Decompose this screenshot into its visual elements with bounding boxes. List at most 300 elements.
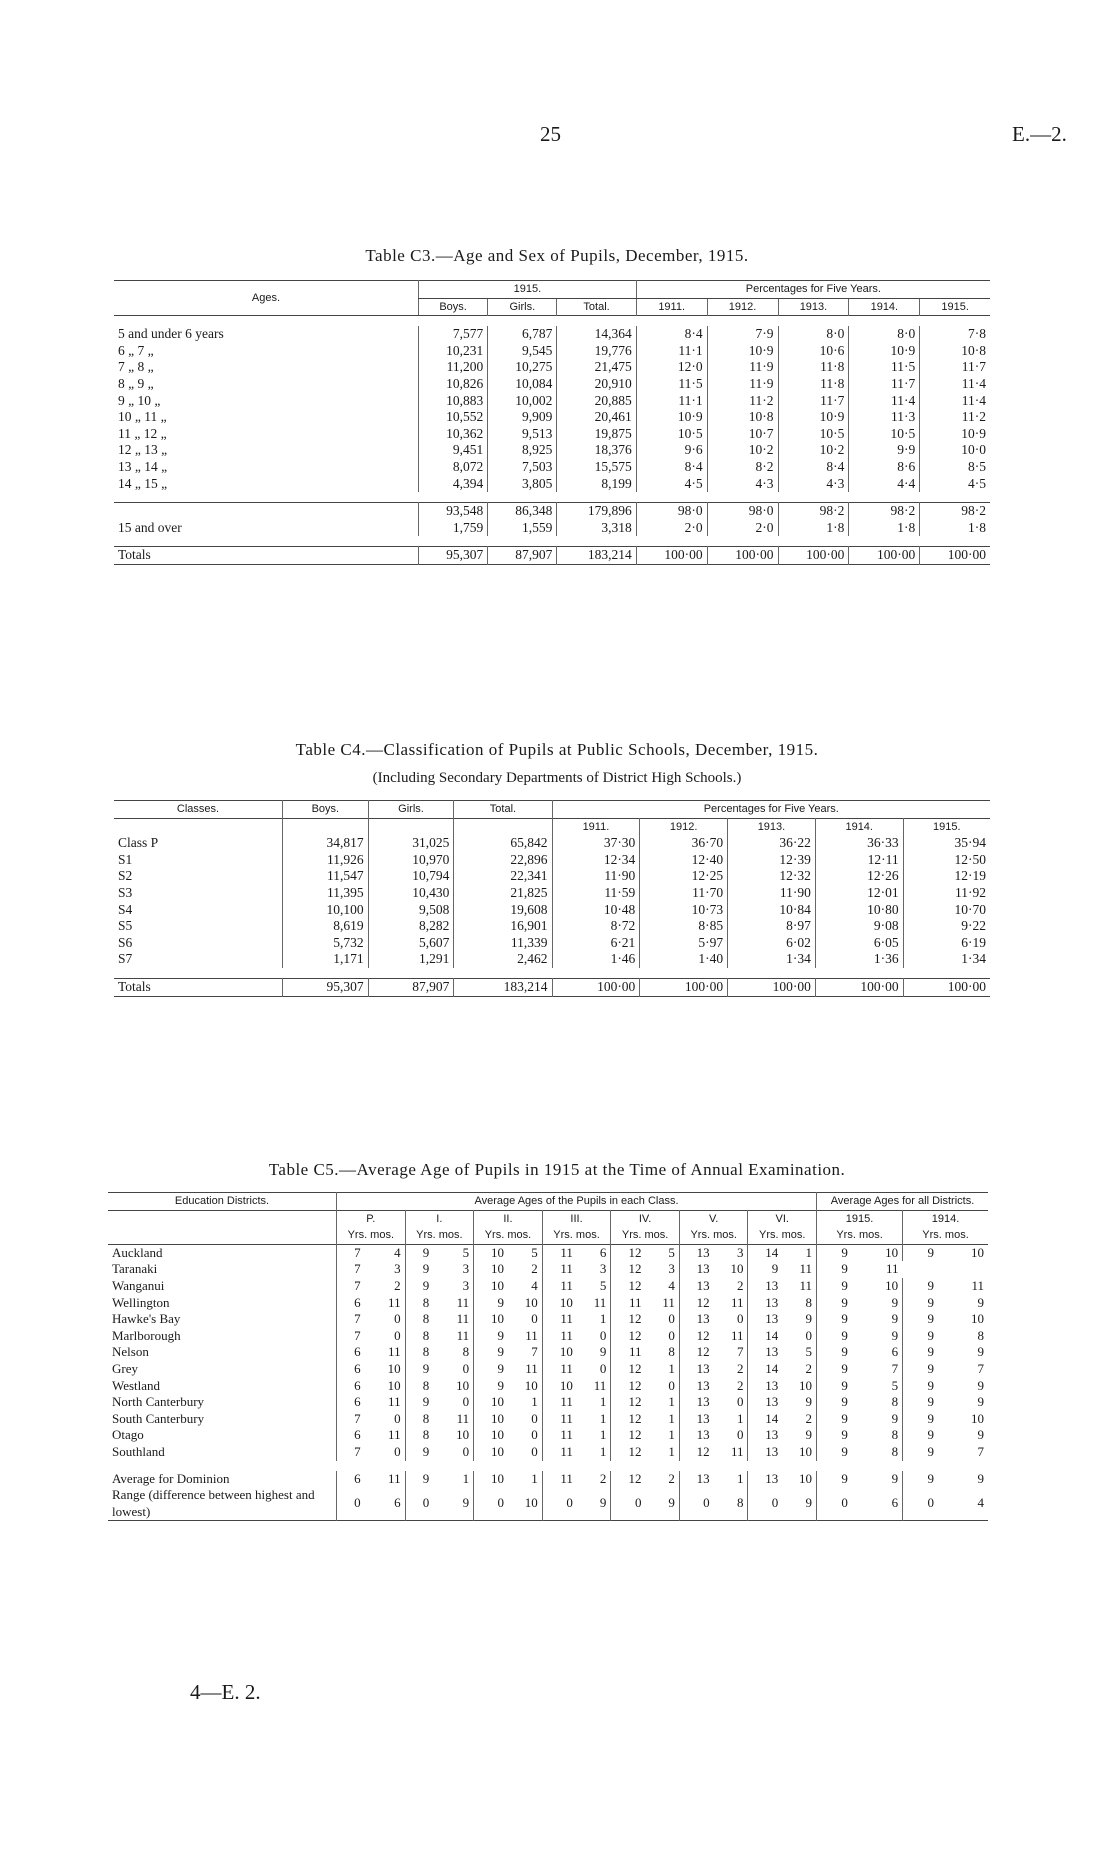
c5-row-cell: 9 (817, 1344, 852, 1361)
c5-header-yrs-mos: Yrs. mos. (748, 1227, 817, 1244)
c3-row-cell: 11·1 (636, 343, 707, 360)
c3-row-cell: 11·4 (849, 393, 920, 410)
c5-average-row-cell: 1 (462, 1470, 470, 1486)
c5-row-cell: 11 (456, 1294, 470, 1310)
c5-row-cell: 11 (593, 1377, 607, 1393)
c5-row-cell: 4 (394, 1244, 401, 1260)
c3-row-cell: 11·9 (707, 376, 778, 393)
c4-row-cell: 10,430 (368, 885, 454, 902)
c5-row-cell: 0 (394, 1443, 401, 1459)
c5-row-cell: 6 (337, 1427, 365, 1444)
c3-row-cell: 10·9 (778, 409, 849, 426)
c5-header-yrs-mos: Yrs. mos. (337, 1227, 406, 1244)
c3-header-year-1: 1911. (636, 298, 707, 316)
c5-row-cell: 11 (456, 1311, 470, 1327)
c3-row-cell: 4·5 (636, 476, 707, 493)
c5-row-cell: Wanganui (112, 1277, 165, 1293)
c5-average-row-cell: 13 (679, 1471, 713, 1488)
c5-row-cell: 9 (817, 1295, 852, 1312)
c3-totals-row-cell: Totals (118, 547, 151, 563)
c5-row-cell: 11 (662, 1294, 675, 1310)
c4-header-year-2: 1912. (640, 818, 728, 835)
c4-row-cell: 8·72 (552, 918, 640, 935)
c3-header-ages: Ages. (114, 281, 419, 316)
c3-row-cell: 8 „ 9 „ (118, 375, 154, 391)
c5-row-cell: 9 (805, 1427, 813, 1443)
c4-row-cell: 36·33 (815, 835, 903, 852)
c5-row-cell: 1 (599, 1443, 607, 1459)
c5-row-cell: 10 (524, 1294, 538, 1310)
c4-row-cell: 12·19 (903, 868, 990, 885)
c3-totals-row (114, 547, 990, 565)
c5-row-cell: 11 (525, 1327, 538, 1343)
c5-row-cell: 12 (611, 1311, 646, 1328)
c5-average-row-cell: 1 (736, 1470, 744, 1486)
c5-row-cell: 9 (474, 1378, 508, 1395)
c5-row-cell: 8 (405, 1311, 433, 1328)
c3-totals-row-cell: 100·00 (920, 547, 990, 565)
c5-row (108, 1361, 988, 1378)
c4-row-cell: 12·39 (728, 852, 816, 869)
c5-row-cell: 9 (903, 1394, 938, 1411)
c5-row-cell: 1 (531, 1394, 538, 1410)
c3-row (114, 442, 990, 459)
c5-row-cell: 12 (679, 1444, 713, 1461)
c3-header-year: 1915. (419, 281, 637, 299)
c5-row-cell: 1 (668, 1410, 675, 1426)
c4-row-cell: 5,607 (368, 935, 454, 952)
c5-row-cell: 1 (668, 1394, 675, 1410)
c4-row-cell: 8,619 (283, 918, 369, 935)
c5-row-cell: 9 (891, 1410, 899, 1426)
c5-row-cell: 2 (736, 1360, 744, 1376)
c5-row-cell: 12 (679, 1295, 713, 1312)
c4-row-cell: 11·59 (552, 885, 640, 902)
c4-row-cell: 19,608 (454, 902, 552, 919)
c5-row-cell: 8 (805, 1294, 813, 1310)
c3-row (114, 326, 990, 343)
c5-row-cell: Marlborough (112, 1327, 181, 1343)
c5-row-cell: 11 (542, 1328, 577, 1345)
c4-row-cell: 6·02 (728, 935, 816, 952)
c5-row-cell: 3 (462, 1261, 470, 1277)
table-c4-subtitle: (Including Secondary Departments of District High Schools.) (372, 770, 742, 786)
c5-row-cell: 6 (337, 1394, 365, 1411)
c5-row-cell: 5 (599, 1277, 607, 1293)
c3-row-cell: 7,577 (419, 326, 488, 343)
c3-row-cell: 11·7 (849, 376, 920, 393)
c4-row-cell: Class P (118, 835, 159, 851)
c5-row-cell: 11 (730, 1294, 744, 1310)
c4-row-cell: 12·26 (815, 868, 903, 885)
c5-row-cell: 9 (903, 1344, 938, 1361)
c5-row-cell: 9 (817, 1278, 852, 1295)
c4-row-cell: 11,339 (454, 935, 552, 952)
c5-row-cell: 8 (405, 1295, 433, 1312)
c5-row-cell: 13 (679, 1378, 713, 1395)
c3-row-cell: 9·6 (636, 442, 707, 459)
c3-row-cell: 8,072 (419, 459, 488, 476)
c4-row-cell: 1·40 (640, 951, 728, 968)
c5-row-cell: 13 (679, 1394, 713, 1411)
c5-row-cell: 1 (668, 1360, 675, 1376)
c3-row-cell: 10·8 (707, 409, 778, 426)
c5-average-row-cell: 10 (799, 1470, 813, 1486)
c5-range-row-cell: 10 (524, 1495, 538, 1511)
c3-header-percentages: Percentages for Five Years. (636, 281, 990, 299)
c4-header-year-3: 1913. (728, 818, 816, 835)
c5-row-cell: 9 (405, 1361, 433, 1378)
c3-row-cell: 11·8 (778, 359, 849, 376)
table-c4 (114, 800, 990, 997)
table-c3-title: Table C3.—Age and Sex of Pupils, December, 1915. (365, 246, 749, 265)
c4-row-cell: 12·11 (815, 852, 903, 869)
c5-row-cell: 12 (611, 1244, 646, 1261)
c4-row-cell: 1·34 (903, 951, 990, 968)
c4-row-cell: 8·97 (728, 918, 816, 935)
c5-row-cell: 0 (736, 1427, 744, 1443)
c4-row-cell: 9·08 (815, 918, 903, 935)
c5-row-cell: 7 (736, 1344, 744, 1360)
c3-row-cell: 11·4 (920, 393, 990, 410)
c3-row-cell: 11,200 (419, 359, 488, 376)
c3-row-cell: 19,875 (557, 426, 636, 443)
c5-row-cell: 11 (542, 1244, 577, 1261)
c5-row-cell: 10 (542, 1378, 577, 1395)
c4-row-cell: S4 (118, 901, 133, 917)
c5-row-cell: North Canterbury (112, 1394, 205, 1410)
c4-row-cell: S7 (118, 951, 133, 967)
c5-range-row-cell: 9 (462, 1495, 470, 1511)
c5-row-cell: 11 (730, 1327, 744, 1343)
c3-header-year-2: 1912. (707, 298, 778, 316)
c5-row-cell: 12 (611, 1261, 646, 1278)
c3-totals-row-cell: 100·00 (707, 547, 778, 565)
c5-header-class-6: V. (679, 1210, 748, 1227)
c4-row-cell: 11,395 (283, 885, 369, 902)
c5-row-cell: 11 (799, 1277, 813, 1293)
c5-row-cell: 2 (736, 1277, 744, 1293)
c5-row-cell: 9 (817, 1394, 852, 1411)
c5-row (108, 1295, 988, 1312)
c3-row-cell: 4,394 (419, 476, 488, 493)
c3-totals-row-cell: 87,907 (488, 547, 557, 565)
c5-row (108, 1411, 988, 1428)
c3-row-cell: 9,909 (488, 409, 557, 426)
c5-row-cell: 13 (748, 1444, 782, 1461)
c5-range-row-cell: 0 (817, 1487, 852, 1521)
c5-row-cell: 9 (817, 1361, 852, 1378)
c3-over-row-cell: 1,759 (419, 520, 488, 537)
c4-totals-row-cell: 87,907 (368, 978, 454, 996)
c5-row-cell: 0 (736, 1394, 744, 1410)
c5-row-cell: 9 (817, 1444, 852, 1461)
c5-header-yrs-mos: Yrs. mos. (903, 1227, 988, 1244)
c5-row-cell: 11 (542, 1394, 577, 1411)
c5-row-cell: 14 (748, 1411, 782, 1428)
c4-totals-row-cell: 183,214 (454, 978, 552, 996)
c3-row-cell: 12·0 (636, 359, 707, 376)
c5-row-cell: 5 (668, 1244, 675, 1260)
c3-row-cell: 10,552 (419, 409, 488, 426)
c5-row-cell: 2 (736, 1377, 744, 1393)
c3-row-cell: 15,575 (557, 459, 636, 476)
c5-row-cell: 0 (531, 1410, 538, 1426)
c5-row-cell: 8 (462, 1344, 470, 1360)
c5-row-cell: 1 (805, 1244, 813, 1260)
c5-row-cell: 9 (977, 1344, 984, 1360)
c5-row-cell: 11 (456, 1327, 470, 1343)
c4-row-cell: 12·25 (640, 868, 728, 885)
c5-row-cell: 0 (462, 1360, 470, 1376)
c5-row-cell: 9 (817, 1328, 852, 1345)
c4-totals-row-cell: 100·00 (552, 978, 640, 996)
c4-row (114, 902, 990, 919)
c5-row-cell: 11 (525, 1360, 538, 1376)
table-c5 (108, 1192, 988, 1521)
c3-subtotal-row-cell: 86,348 (488, 503, 557, 520)
c5-header-yrs-mos: Yrs. mos. (474, 1227, 543, 1244)
c3-subtotal-row-cell (114, 503, 419, 520)
c5-average-row-cell: 12 (611, 1471, 646, 1488)
c3-row-cell: 14 „ 15 „ (118, 475, 168, 491)
c4-totals-row-cell: 100·00 (640, 978, 728, 996)
c4-totals-row (114, 978, 990, 996)
c5-range-row-cell: Range (difference between highest and lowest) (112, 1487, 315, 1519)
c5-row-cell: 7 (891, 1360, 899, 1376)
c4-row-cell: 10·70 (903, 902, 990, 919)
c5-row-cell: 0 (531, 1427, 538, 1443)
c5-row-cell: 7 (977, 1443, 984, 1459)
c3-row-cell: 11·7 (778, 393, 849, 410)
c4-row-cell: 1,171 (283, 951, 369, 968)
c5-row (108, 1244, 988, 1261)
c5-row-cell: 13 (748, 1427, 782, 1444)
c3-header-year-3: 1913. (778, 298, 849, 316)
c5-row-cell: 12 (679, 1344, 713, 1361)
c4-row-cell: 11·70 (640, 885, 728, 902)
c5-range-row-cell: 9 (668, 1495, 675, 1511)
c5-row-cell: 10 (456, 1427, 470, 1443)
c5-row-cell: 11 (542, 1411, 577, 1428)
c5-row-cell: 8 (891, 1443, 899, 1459)
c5-row-cell: 1 (599, 1311, 607, 1327)
c4-row-cell: 10,794 (368, 868, 454, 885)
c3-totals-row-cell: 100·00 (849, 547, 920, 565)
c3-totals-row-cell: 100·00 (636, 547, 707, 565)
c4-header-year-1: 1911. (552, 818, 640, 835)
c5-row-cell: 9 (817, 1244, 852, 1261)
c5-row (108, 1344, 988, 1361)
c3-subtotal-row-cell: 93,548 (419, 503, 488, 520)
c4-row-cell: 5·97 (640, 935, 728, 952)
c4-row (114, 935, 990, 952)
c5-row-cell: 2 (805, 1410, 813, 1426)
c5-average-row (108, 1471, 988, 1488)
c4-row-cell: 36·22 (728, 835, 816, 852)
c4-row (114, 835, 990, 852)
c5-row-cell: 8 (405, 1328, 433, 1345)
c5-row-cell: 13 (748, 1378, 782, 1395)
c5-header-class-4: III. (542, 1210, 611, 1227)
c5-average-row-cell: 11 (388, 1470, 401, 1486)
c5-range-row-cell: 0 (611, 1487, 646, 1521)
c5-row-cell: Taranaki (112, 1261, 158, 1277)
c5-row-cell: 11 (542, 1444, 577, 1461)
c5-average-row-cell: 9 (903, 1471, 938, 1488)
c5-row-cell: 10 (474, 1311, 508, 1328)
c4-row-cell: 1,291 (368, 951, 454, 968)
table-c3 (114, 280, 990, 565)
c5-average-row-cell: 13 (748, 1471, 782, 1488)
c4-row-cell: 2,462 (454, 951, 552, 968)
c3-subtotal-row-cell: 98·0 (707, 503, 778, 520)
c3-subtotal-row (114, 503, 990, 520)
c3-row-cell: 10·5 (636, 426, 707, 443)
c4-row-cell: 35·94 (903, 835, 990, 852)
c4-totals-row-cell: 100·00 (728, 978, 816, 996)
c5-row-cell: 10 (885, 1277, 899, 1293)
c5-row-cell: 8 (891, 1427, 899, 1443)
c5-average-row-cell: 6 (337, 1471, 365, 1488)
c3-row-cell: 4·3 (707, 476, 778, 493)
c5-row-cell: 7 (337, 1261, 365, 1278)
c3-row (114, 409, 990, 426)
c5-row-cell: 11 (886, 1261, 899, 1277)
c3-row-cell: 8,199 (557, 476, 636, 493)
c5-row-cell: 0 (394, 1327, 401, 1343)
c5-row-cell: 9 (903, 1444, 938, 1461)
c3-row (114, 426, 990, 443)
c5-row-cell: 13 (679, 1411, 713, 1428)
c5-row (108, 1278, 988, 1295)
c5-row-cell: 0 (531, 1443, 538, 1459)
c5-range-row-cell: 0 (748, 1487, 782, 1521)
c3-row-cell: 7 „ 8 „ (118, 359, 154, 375)
c5-average-row-cell: Average for Dominion (112, 1470, 230, 1486)
c5-range-row-cell: 6 (394, 1495, 401, 1511)
c5-row-cell: 13 (748, 1344, 782, 1361)
c5-row-cell: 12 (611, 1394, 646, 1411)
c3-row-cell: 11·4 (920, 376, 990, 393)
c3-row (114, 359, 990, 376)
c5-row-cell: 10 (474, 1411, 508, 1428)
c5-row-cell: 10 (474, 1244, 508, 1261)
c5-row-cell: 12 (611, 1444, 646, 1461)
c5-row-cell: 13 (748, 1394, 782, 1411)
c4-row-cell: 31,025 (368, 835, 454, 852)
c5-range-row-cell: 8 (736, 1495, 744, 1511)
c3-row-cell: 11·1 (636, 393, 707, 410)
c3-subtotal-row-cell: 98·0 (636, 503, 707, 520)
c3-row-cell: 10·8 (920, 343, 990, 360)
c4-header-boys: Boys. (283, 801, 369, 819)
c5-row-cell: 8 (668, 1344, 675, 1360)
c5-row-cell: 7 (337, 1411, 365, 1428)
c5-row-cell: 9 (474, 1295, 508, 1312)
c5-row-cell: 9 (903, 1378, 938, 1395)
c5-average-row-cell: 9 (817, 1471, 852, 1488)
c5-row-cell: 0 (531, 1311, 538, 1327)
c3-row (114, 459, 990, 476)
c5-row-cell: 9 (903, 1244, 938, 1261)
c3-header-total: Total. (557, 298, 636, 316)
c3-header-year-4: 1914. (849, 298, 920, 316)
c5-header-class-8: 1915. (817, 1210, 903, 1227)
c4-row (114, 951, 990, 968)
c3-row-cell: 7·9 (707, 326, 778, 343)
c5-row-cell: 0 (599, 1360, 607, 1376)
c5-row-cell: 9 (817, 1378, 852, 1395)
c4-row-cell: S1 (118, 851, 133, 867)
c5-range-row-cell: 0 (679, 1487, 713, 1521)
c5-header-all-districts: Average Ages for all Districts. (817, 1193, 988, 1211)
c5-row-cell: Wellington (112, 1294, 170, 1310)
c5-row-cell: 7 (337, 1328, 365, 1345)
c4-row-cell: 6·19 (903, 935, 990, 952)
c5-row-cell: 9 (748, 1261, 782, 1278)
c5-row-cell: 14 (748, 1361, 782, 1378)
c4-row-cell: 10·80 (815, 902, 903, 919)
c4-row-cell: 10,100 (283, 902, 369, 919)
c5-row-cell: 12 (611, 1328, 646, 1345)
c5-row-cell: 9 (903, 1328, 938, 1345)
c3-row-cell: 8·6 (849, 459, 920, 476)
c3-row-cell: 11·2 (920, 409, 990, 426)
c4-row-cell: 65,842 (454, 835, 552, 852)
c3-row-cell: 14,364 (557, 326, 636, 343)
c5-row-cell: 9 (891, 1327, 899, 1343)
c5-row-cell: Westland (112, 1377, 161, 1393)
c3-totals-row-cell: 100·00 (778, 547, 849, 565)
c4-header-year-4: 1914. (815, 818, 903, 835)
c3-row-cell: 4·3 (778, 476, 849, 493)
c5-row-cell: 7 (337, 1311, 365, 1328)
c3-subtotal-row-cell: 98·2 (849, 503, 920, 520)
c3-row-cell: 21,475 (557, 359, 636, 376)
c4-row-cell: 1·34 (728, 951, 816, 968)
c5-row-cell: 10 (971, 1244, 984, 1260)
c4-row-cell: 8,282 (368, 918, 454, 935)
c4-row-cell: 9,508 (368, 902, 454, 919)
c3-row-cell: 9,545 (488, 343, 557, 360)
c4-row-cell: 8·85 (640, 918, 728, 935)
c4-row-cell: 1·36 (815, 951, 903, 968)
c5-row-cell: 0 (599, 1327, 607, 1343)
c5-row-cell: 9 (817, 1311, 852, 1328)
c3-over-row-cell: 1,559 (488, 520, 557, 537)
c3-subtotal-row-cell: 179,896 (557, 503, 636, 520)
c5-row-cell: 10 (474, 1261, 508, 1278)
c5-range-row-cell: 6 (891, 1495, 899, 1511)
c5-row-cell: 11 (611, 1344, 646, 1361)
c5-row-cell: 2 (394, 1277, 401, 1293)
c5-row-cell: 3 (668, 1261, 675, 1277)
c5-header-yrs-mos: Yrs. mos. (817, 1227, 903, 1244)
c3-row-cell: 20,885 (557, 393, 636, 410)
c4-totals-row-cell: Totals (118, 978, 151, 994)
c5-row-cell: 10 (456, 1377, 470, 1393)
c4-row-cell: 11,926 (283, 852, 369, 869)
c3-row-cell: 4·5 (920, 476, 990, 493)
c5-row-cell: 9 (903, 1411, 938, 1428)
c5-row-cell: Southland (112, 1443, 165, 1459)
c5-row-cell: 7 (337, 1278, 365, 1295)
c3-row-cell: 10,826 (419, 376, 488, 393)
c5-row-cell: 9 (405, 1244, 433, 1261)
c5-range-row-cell: 4 (977, 1495, 984, 1511)
c3-row-cell: 10,231 (419, 343, 488, 360)
